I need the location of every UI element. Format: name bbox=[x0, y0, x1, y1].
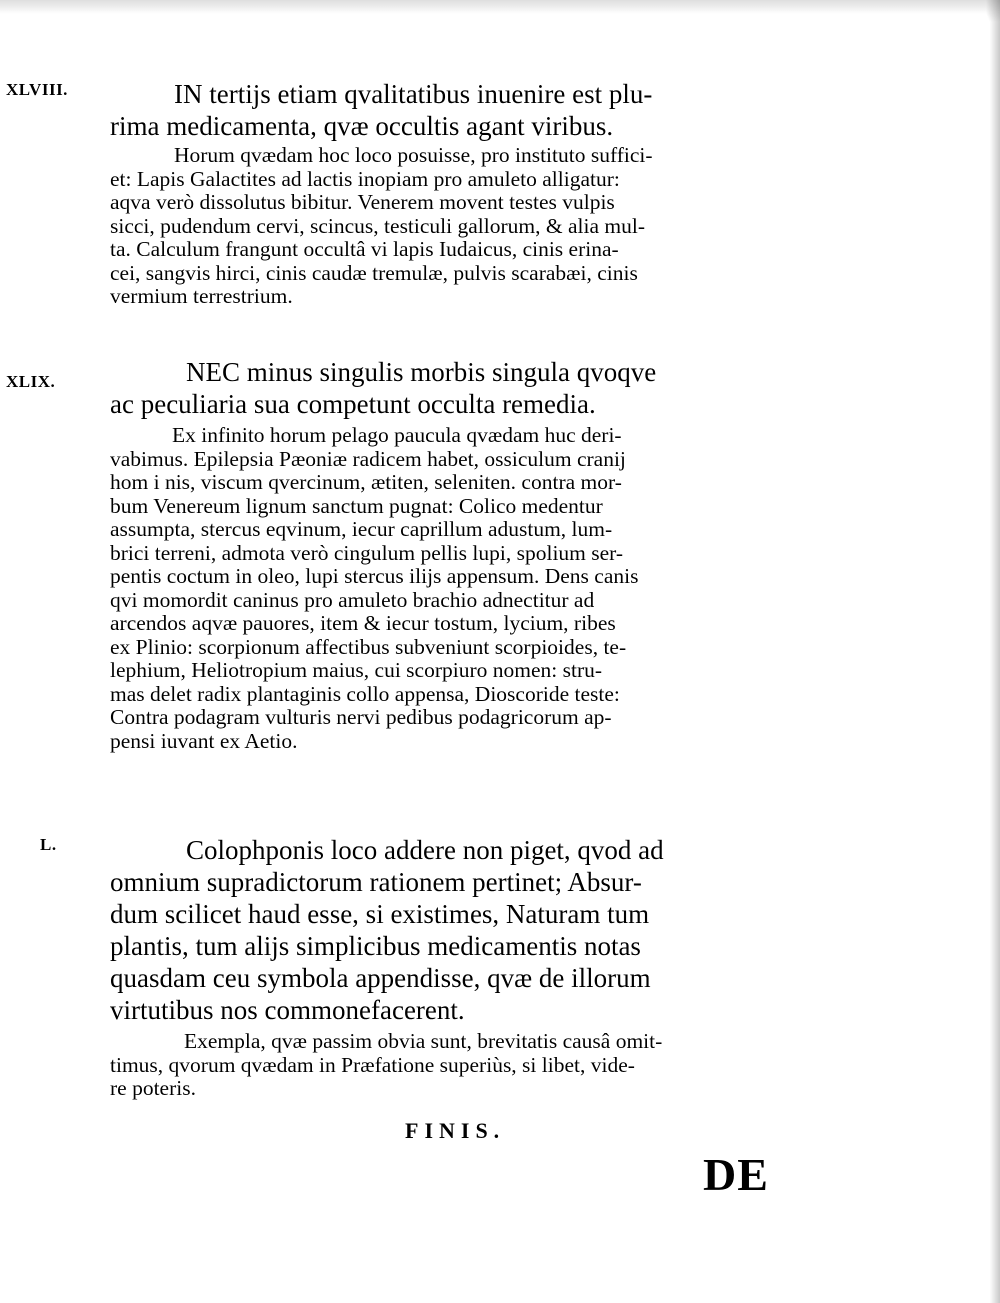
section3-body bbox=[110, 1030, 785, 1101]
catchword: DE bbox=[703, 1149, 769, 1200]
text-line: vermium terrestrium. bbox=[110, 284, 293, 308]
text-line: mas delet radix plantaginis collo appensa, Dioscoride teste: bbox=[110, 681, 620, 706]
text-line: rima medicamenta, qvæ occultis agant viribus. bbox=[110, 111, 614, 141]
text-line: bum Venereum lignum sanctum pugnat: Colico medentur bbox=[110, 493, 603, 518]
text-line: brici terreni, admota verò cingulum pellis lupi, spolium ser- bbox=[110, 540, 624, 565]
text-line: omnium supradictorum rationem pertinet; Absur- bbox=[110, 867, 642, 897]
text-line: Colophponis loco addere non piget, qvod ad bbox=[186, 835, 664, 865]
margin-number-48: XLVIII. bbox=[6, 80, 68, 99]
finis-heading: FINIS. bbox=[405, 1118, 506, 1143]
text-line: ex Plinio: scorpionum affectibus subveniunt scorpioides, te- bbox=[110, 634, 627, 659]
text-line: Ex infinito horum pelago paucula qvædam huc deri- bbox=[172, 423, 622, 447]
text-line: ac peculiaria sua competunt occulta remedia. bbox=[110, 389, 596, 419]
text-line: lephium, Heliotropium maius, cui scorpiuro nomen: stru- bbox=[110, 658, 603, 682]
section1-body bbox=[110, 144, 785, 309]
margin-number-49: XLIX. bbox=[6, 372, 56, 391]
page-right-shadow bbox=[986, 0, 1000, 1303]
text-line: Contra podagram vulturis nervi pedibus podagricorum ap- bbox=[110, 705, 612, 729]
text-line: quasdam ceu symbola appendisse, qvæ de illorum bbox=[110, 963, 651, 993]
text-line: Horum qvædam hoc loco posuisse, pro instituto suffici- bbox=[174, 143, 653, 167]
text-line: dum scilicet haud esse, si existimes, Naturam tum bbox=[110, 899, 650, 929]
section1-lead bbox=[110, 78, 785, 142]
text-line: qvi momordit caninus pro amuleto brachio adnectitur ad bbox=[110, 587, 595, 612]
page-top-shadow bbox=[0, 0, 1000, 22]
section3-lead bbox=[110, 834, 785, 1026]
text-line: assumpta, stercus eqvinum, iecur caprillum adustum, lum- bbox=[110, 517, 613, 541]
text-line: aqva verò dissolutus bibitur. Venerem movent testes vulpis bbox=[110, 190, 615, 214]
text-line: IN tertijs etiam qvalitatibus inuenire est plu- bbox=[174, 79, 653, 109]
text-line: re poteris. bbox=[110, 1076, 196, 1100]
text-line: NEC minus singulis morbis singula qvoqve bbox=[186, 357, 657, 387]
text-line: pentis coctum in oleo, lupi stercus ilijs appensum. Dens canis bbox=[110, 564, 639, 588]
text-line: vabimus. Epilepsia Pæoniæ radicem habet, ossiculum cranij bbox=[110, 446, 626, 471]
section2-body bbox=[110, 424, 785, 753]
text-line: arcendos aqvæ pauores, item & iecur tostum, lycium, ribes bbox=[110, 611, 616, 635]
text-line: sicci, pudendum cervi, scincus, testiculi gallorum, & alia mul- bbox=[110, 213, 645, 238]
margin-number-50: L. bbox=[40, 835, 57, 854]
text-line: cei, sangvis hirci, cinis caudæ tremulæ, pulvis scarabæi, cinis bbox=[110, 260, 638, 285]
text-line: timus, qvorum qvædam in Præfatione superiùs, si libet, vide- bbox=[110, 1052, 635, 1077]
text-line: pensi iuvant ex Aetio. bbox=[110, 728, 298, 753]
text-line: hom i nis, viscum qvercinum, ætiten, seleniten. contra mor- bbox=[110, 470, 622, 494]
text-line: Exempla, qvæ passim obvia sunt, brevitatis causâ omit- bbox=[184, 1029, 663, 1053]
text-line: ta. Calculum frangunt occultâ vi lapis Iudaicus, cinis erina- bbox=[110, 237, 619, 261]
section2-lead bbox=[110, 356, 785, 420]
text-line: et: Lapis Galactites ad lactis inopiam pro amuleto alligatur: bbox=[110, 166, 620, 191]
text-line: virtutibus nos commonefacerent. bbox=[110, 995, 465, 1025]
text-line: plantis, tum alijs simplicibus medicamentis notas bbox=[110, 931, 641, 961]
